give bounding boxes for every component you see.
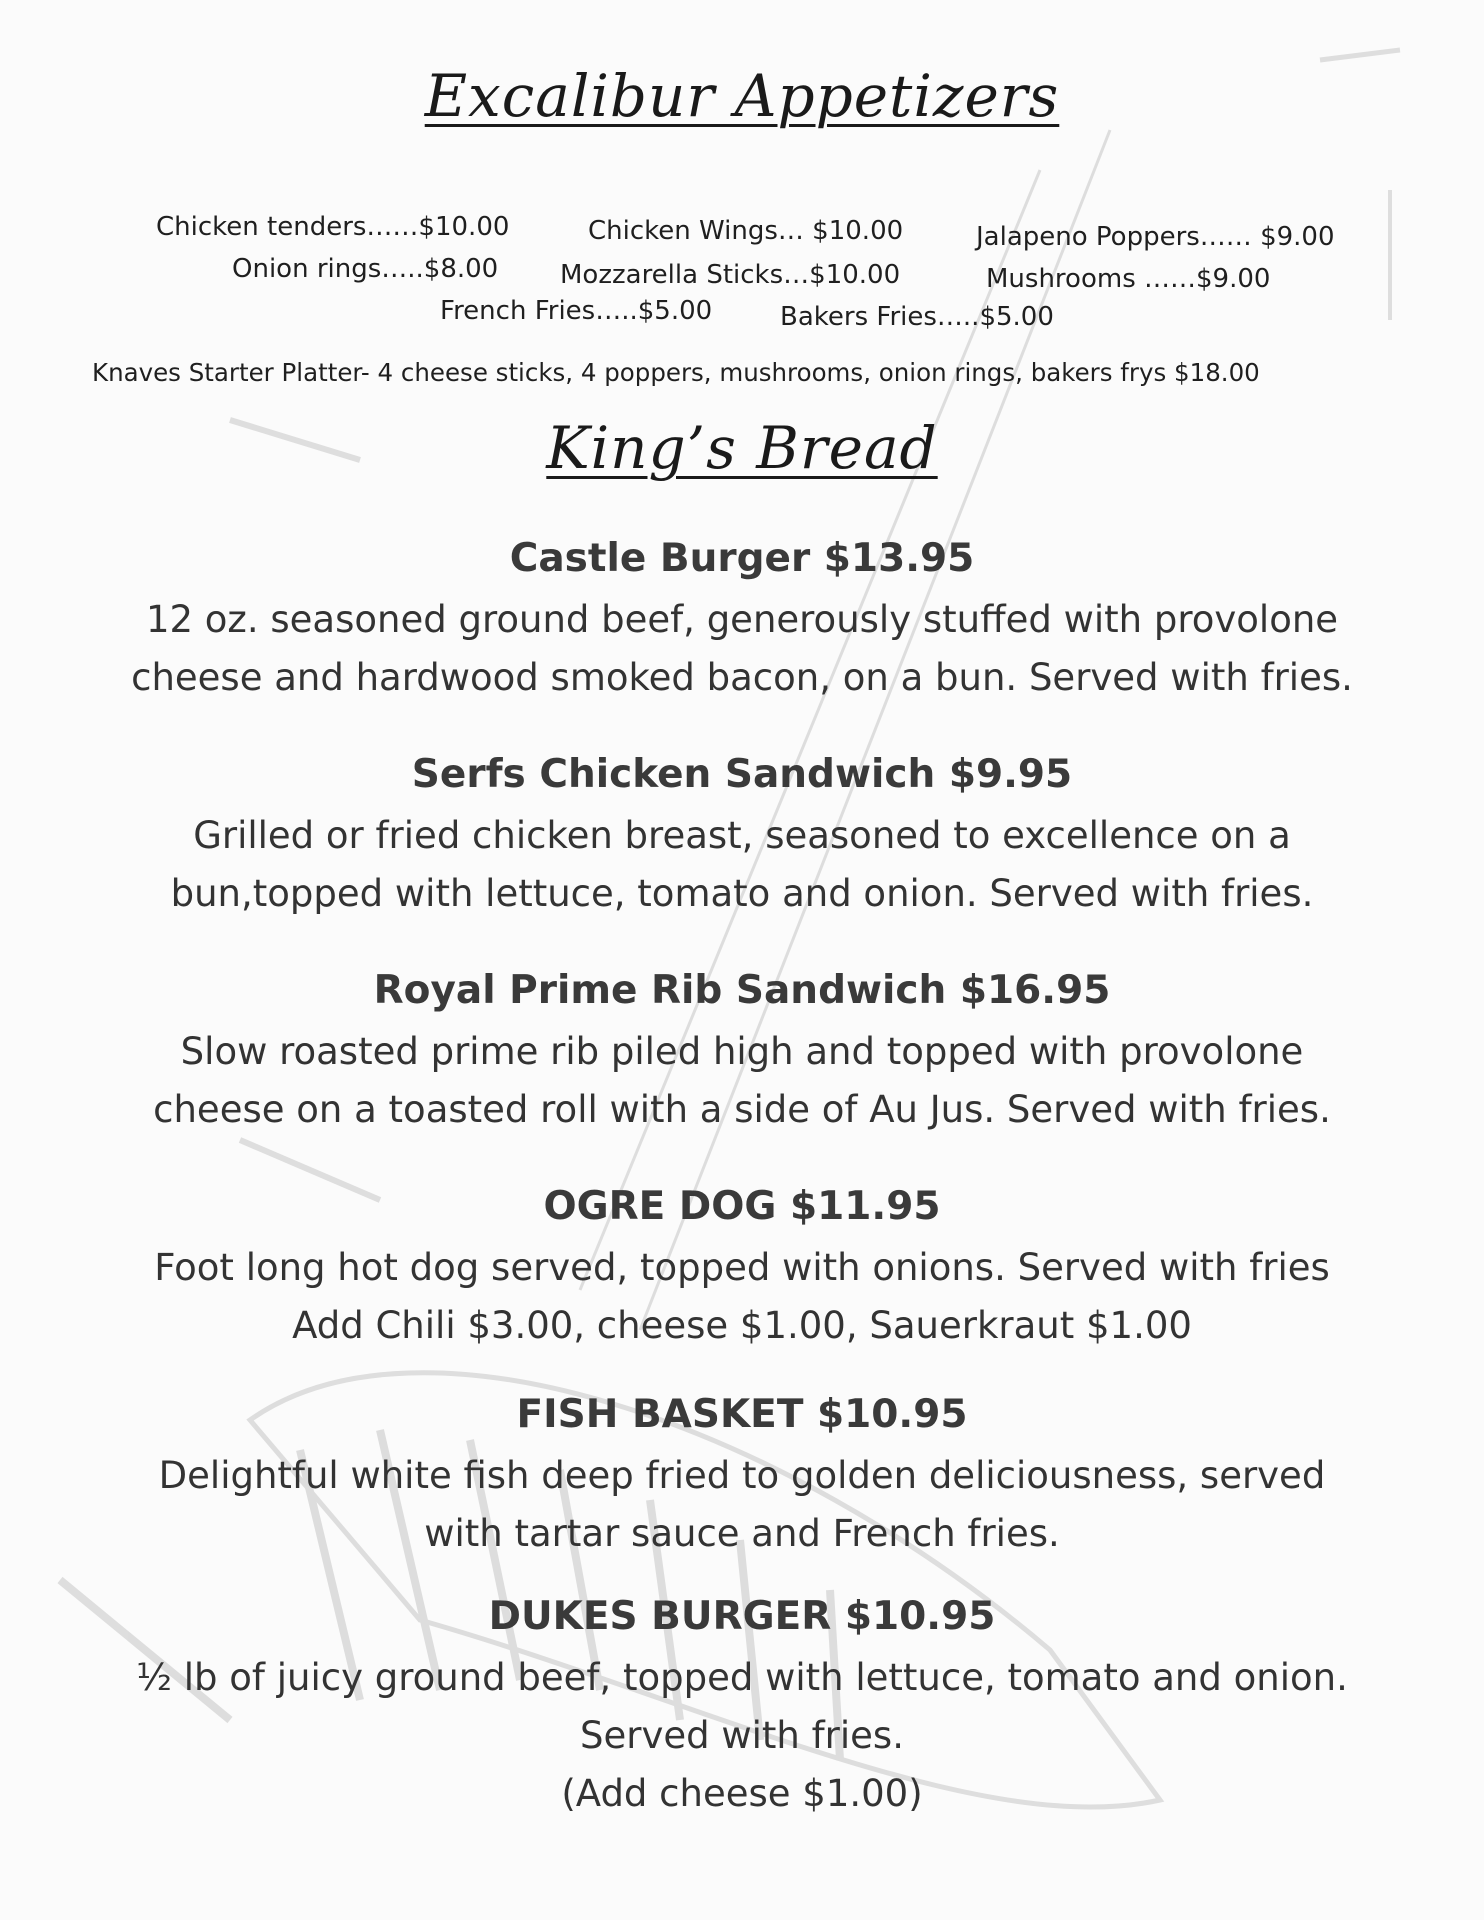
item-description-line: cheese and hardwood smoked bacon, on a bun. Served with fries. — [131, 656, 1353, 699]
menu-item-serfs-chicken-sandwich — [40, 752, 1444, 923]
item-description — [40, 1239, 1444, 1355]
item-description-line: (Add cheese $1.00) — [561, 1772, 923, 1815]
appetizer-starter-platter: Knaves Starter Platter- 4 cheese sticks, 4 poppers, mushrooms, onion rings, bakers frys $18.00 — [92, 358, 1260, 387]
appetizers-title: Excalibur Appetizers — [424, 62, 1060, 130]
item-description — [40, 1447, 1444, 1563]
appetizer-mushrooms: Mushrooms ……$9.00 — [986, 264, 1271, 294]
menu-item-royal-prime-rib-sandwich — [40, 968, 1444, 1139]
item-description — [40, 1023, 1444, 1139]
item-description-line: 12 oz. seasoned ground beef, generously stuffed with provolone — [145, 598, 1339, 641]
appetizer-onion-rings: Onion rings…..$8.00 — [232, 254, 499, 284]
item-description-line: Foot long hot dog served, topped with onions. Served with fries — [154, 1246, 1330, 1289]
appetizer-mozzarella-sticks: Mozzarella Sticks…$10.00 — [560, 260, 901, 290]
menu-item-ogre-dog — [40, 1184, 1444, 1355]
item-description-line: Add Chili $3.00, cheese $1.00, Sauerkraut $1.00 — [292, 1304, 1192, 1347]
item-title: FISH BASKET $10.95 — [516, 1392, 968, 1437]
appetizer-french-fries: French Fries…..$5.00 — [440, 296, 713, 326]
item-title: Royal Prime Rib Sandwich $16.95 — [373, 968, 1111, 1013]
appetizer-bakers-fries: Bakers Fries…..$5.00 — [780, 302, 1054, 332]
item-title: Serfs Chicken Sandwich $9.95 — [411, 752, 1073, 797]
menu-item-castle-burger — [40, 536, 1444, 707]
menu-item-fish-basket — [40, 1392, 1444, 1563]
item-title: DUKES BURGER $10.95 — [488, 1594, 996, 1639]
item-description — [40, 1649, 1444, 1823]
item-description — [40, 591, 1444, 707]
appetizer-chicken-tenders: Chicken tenders……$10.00 — [156, 212, 510, 242]
menu-item-dukes-burger — [40, 1594, 1444, 1823]
item-description-line: with tartar sauce and French fries. — [424, 1512, 1060, 1555]
appetizer-chicken-wings: Chicken Wings… $10.00 — [588, 216, 904, 246]
kings-bread-title: King’s Bread — [546, 414, 938, 482]
item-description-line: Delightful white fish deep fried to golden deliciousness, served — [158, 1454, 1326, 1497]
item-description — [40, 807, 1444, 923]
item-title: Castle Burger $13.95 — [509, 536, 975, 581]
item-description-line: Slow roasted prime rib piled high and topped with provolone — [180, 1030, 1304, 1073]
appetizer-jalapeno-poppers: Jalapeno Poppers…… $9.00 — [976, 222, 1335, 252]
item-description-line: Served with fries. — [580, 1714, 904, 1757]
item-description-line: ½ lb of juicy ground beef, topped with lettuce, tomato and onion. — [136, 1656, 1348, 1699]
item-description-line: bun,topped with lettuce, tomato and onion. Served with fries. — [170, 872, 1314, 915]
item-description-line: Grilled or fried chicken breast, seasoned to excellence on a — [193, 814, 1291, 857]
item-description-line: cheese on a toasted roll with a side of Au Jus. Served with fries. — [153, 1088, 1331, 1131]
item-title: OGRE DOG $11.95 — [543, 1184, 941, 1229]
